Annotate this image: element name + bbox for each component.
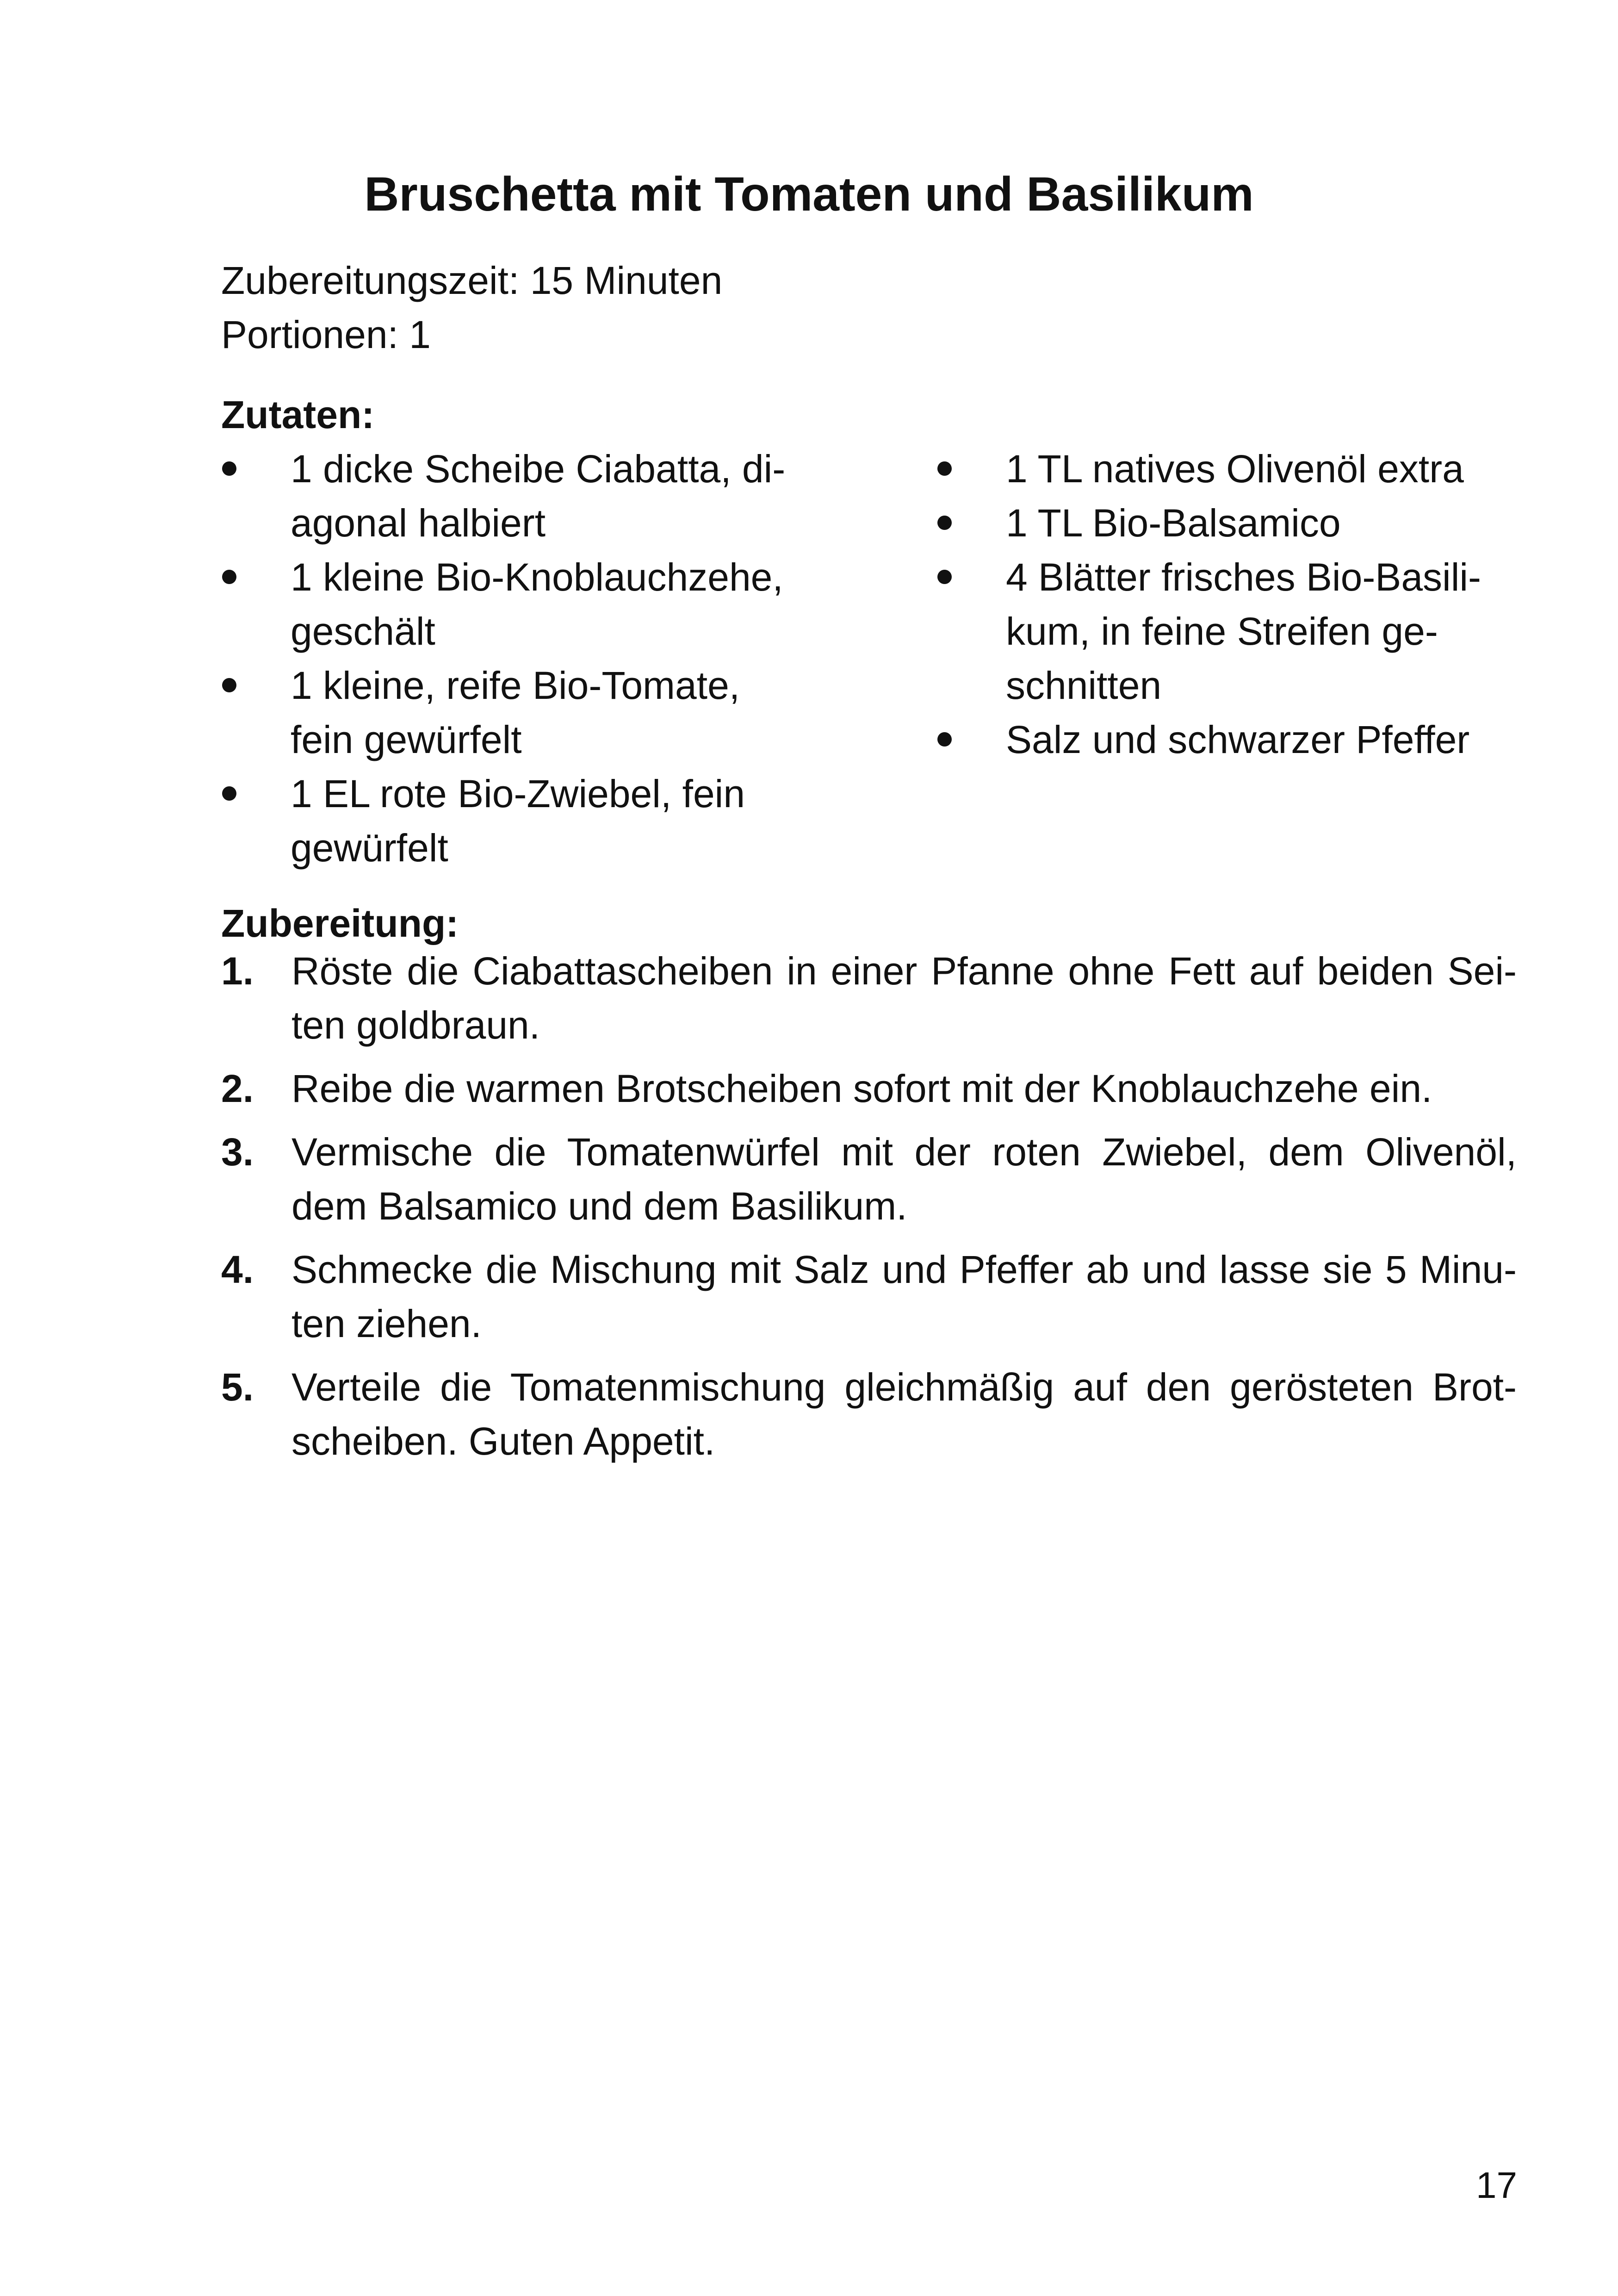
step-item — [221, 1062, 1517, 1116]
step-line: Röste die Ciabattascheiben in einer Pfanne ohne Fett auf beiden Sei- — [291, 949, 1517, 993]
ingredient-line: 4 Blätter frisches Bio-Basili- — [1006, 555, 1481, 599]
step-line: Verteile die Tomatenmischung gleichmäßig auf den gerösteten Brot- — [291, 1365, 1517, 1409]
bullet-icon — [221, 442, 291, 496]
step-number: 4. — [221, 1248, 254, 1291]
preparation-heading: Zubereitung: — [221, 902, 459, 945]
ingredient-line: 1 kleine Bio-Knoblauchzehe, — [291, 555, 783, 599]
bullet-icon — [936, 442, 1006, 496]
step-number: 5. — [221, 1365, 254, 1409]
bullet-icon — [936, 713, 1006, 767]
ingredient-line: 1 kleine, reife Bio-Tomate, — [291, 664, 740, 707]
bullet-icon — [221, 550, 291, 604]
step-line: dem Balsamico und dem Basilikum. — [291, 1184, 907, 1228]
ingredients-list-left — [221, 442, 823, 875]
ingredient-line: kum, in feine Streifen ge- — [1006, 610, 1438, 653]
step-line: ten goldbraun. — [291, 1003, 540, 1047]
step-line: scheiben. Guten Appetit. — [291, 1419, 715, 1463]
ingredient-line: 1 TL Bio-Balsamico — [1006, 501, 1341, 545]
ingredient-item — [936, 496, 1538, 550]
ingredient-item — [221, 659, 823, 767]
preparation-steps — [221, 944, 1517, 1478]
ingredients-list-right — [936, 442, 1538, 767]
step-item — [221, 1243, 1517, 1351]
step-line: Vermische die Tomatenwürfel mit der roten Zwiebel, dem Olivenöl, — [291, 1130, 1517, 1174]
ingredient-line: Salz und schwarzer Pfeffer — [1006, 718, 1470, 761]
step-number: 1. — [221, 949, 254, 993]
ingredient-item — [221, 550, 823, 659]
recipe-title: Bruschetta mit Tomaten und Basilikum — [364, 168, 1254, 221]
ingredient-line: 1 TL natives Olivenöl extra — [1006, 447, 1464, 491]
ingredient-item — [936, 550, 1538, 713]
ingredient-item — [221, 442, 823, 550]
step-item — [221, 1125, 1517, 1233]
ingredient-line: agonal halbiert — [291, 501, 546, 545]
ingredient-item — [936, 713, 1538, 767]
ingredient-item — [936, 442, 1538, 496]
step-item — [221, 944, 1517, 1052]
page-number: 17 — [1476, 2165, 1517, 2206]
ingredient-line: 1 EL rote Bio-Zwiebel, fein — [291, 772, 745, 815]
recipe-meta — [221, 254, 722, 362]
bullet-icon — [936, 550, 1006, 604]
step-line: Reibe die warmen Brotscheiben sofort mit der Knoblauchzehe ein. — [291, 1067, 1432, 1110]
ingredient-line: gewürfelt — [291, 826, 448, 870]
ingredient-line: schnitten — [1006, 664, 1162, 707]
step-line: Schmecke die Mischung mit Salz und Pfeffer ab und lasse sie 5 Minu- — [291, 1248, 1517, 1291]
bullet-icon — [221, 767, 291, 821]
ingredient-line: geschält — [291, 610, 435, 653]
ingredient-line: 1 dicke Scheibe Ciabatta, di- — [291, 447, 786, 491]
step-number: 3. — [221, 1130, 254, 1174]
step-number: 2. — [221, 1067, 254, 1110]
bullet-icon — [221, 659, 291, 713]
servings: Portionen: 1 — [221, 313, 431, 356]
ingredients-heading: Zutaten: — [221, 393, 375, 436]
prep-time: Zubereitungszeit: 15 Minuten — [221, 259, 723, 302]
ingredient-item — [221, 767, 823, 875]
ingredient-line: fein gewürfelt — [291, 718, 522, 761]
bullet-icon — [936, 496, 1006, 550]
step-item — [221, 1360, 1517, 1468]
step-line: ten ziehen. — [291, 1302, 482, 1345]
